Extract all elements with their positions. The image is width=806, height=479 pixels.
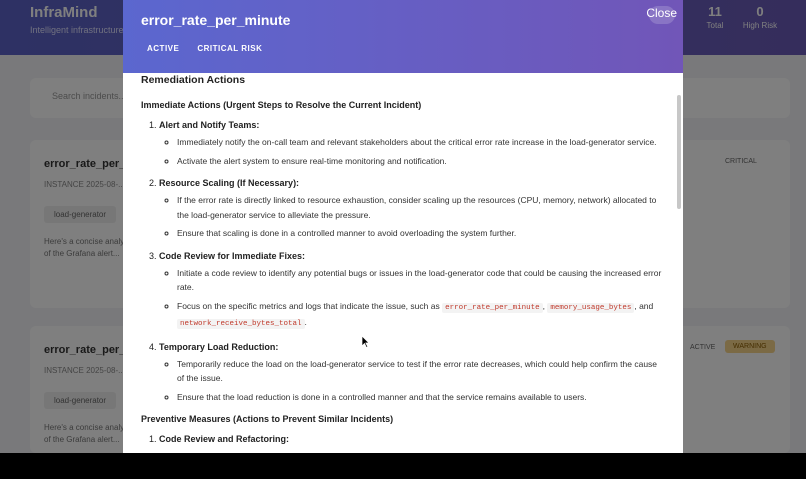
modal-body[interactable] <box>123 73 683 453</box>
step-title: 4. Temporary Load Reduction: <box>159 341 279 352</box>
step-title: 3. Code Review for Immediate Fixes: <box>159 250 306 261</box>
step-title: 1. Alert and Notify Teams: <box>159 120 260 130</box>
risk-badge: CRITICAL RISK <box>197 44 263 53</box>
bullet-list <box>159 193 665 241</box>
bullet-item: ◦ Activate the alert system to ensure real-time monitoring and notification. <box>177 154 665 169</box>
incident-modal <box>123 0 683 453</box>
list-item <box>159 251 665 332</box>
bullet-item: ◦ Initiate a code review to identify any potential bugs or issues in the load-generator code that could be causing the increased error rate. <box>177 266 665 295</box>
metric-code: network_receive_bytes_total <box>177 319 305 329</box>
preventive-measures-heading: Preventive Measures (Actions to Prevent Similar Incidents) <box>141 414 394 424</box>
bullet-list <box>159 266 665 332</box>
metric-code: memory_usage_bytes <box>547 303 634 313</box>
metric-code: error_rate_per_minute <box>442 303 543 313</box>
bullet-list <box>159 357 665 405</box>
bullet-item-metrics <box>177 299 665 332</box>
preventive-steps-list <box>141 434 665 444</box>
bullet-item: ◦ Ensure that scaling is done in a controlled manner to avoid overloading the system further. <box>177 226 665 241</box>
bullet-item: ◦ Temporarily reduce the load on the load-generator service to test if the error rate decreases, which could help confirm the cause of the issue. <box>177 357 665 386</box>
metrics-prefix: Focus on the specific metrics and logs that indicate the issue, such as <box>177 300 440 311</box>
bullet-item: ◦ If the error rate is directly linked to resource exhaustion, consider scaling up the resources (CPU, memory, network) allocated to the load-generator service to alleviate the pressure. <box>177 193 665 222</box>
close-button[interactable]: Close <box>646 6 677 20</box>
list-item <box>159 120 665 168</box>
status-badge: ACTIVE <box>147 44 180 53</box>
modal-header <box>123 0 683 73</box>
mouse-cursor-icon <box>362 336 370 348</box>
modal-tags <box>141 43 268 54</box>
immediate-steps-list <box>141 120 665 404</box>
list-item <box>159 342 665 405</box>
modal-title: error_rate_per_minute <box>141 12 291 28</box>
metrics-sep: , <box>542 300 545 311</box>
section-title: Remediation Actions <box>141 74 246 86</box>
step-title: 1. Code Review and Refactoring: <box>159 434 290 444</box>
bullet-item: ◦ Ensure that the load reduction is done in a controlled manner and that the service remains available to users. <box>177 390 665 405</box>
immediate-actions-heading: Immediate Actions (Urgent Steps to Resolve the Current Incident) <box>141 100 422 110</box>
list-item <box>159 434 665 444</box>
list-item <box>159 178 665 241</box>
metrics-suffix: . <box>304 317 307 327</box>
bullet-item: ◦ Immediately notify the on-call team and relevant stakeholders about the critical error rate increase in the load-generator service. <box>177 135 665 150</box>
metrics-sep: , and <box>634 300 654 311</box>
scrollbar[interactable] <box>677 95 681 209</box>
step-title: 2. Resource Scaling (If Necessary): <box>159 178 300 188</box>
bullet-list <box>159 135 665 168</box>
